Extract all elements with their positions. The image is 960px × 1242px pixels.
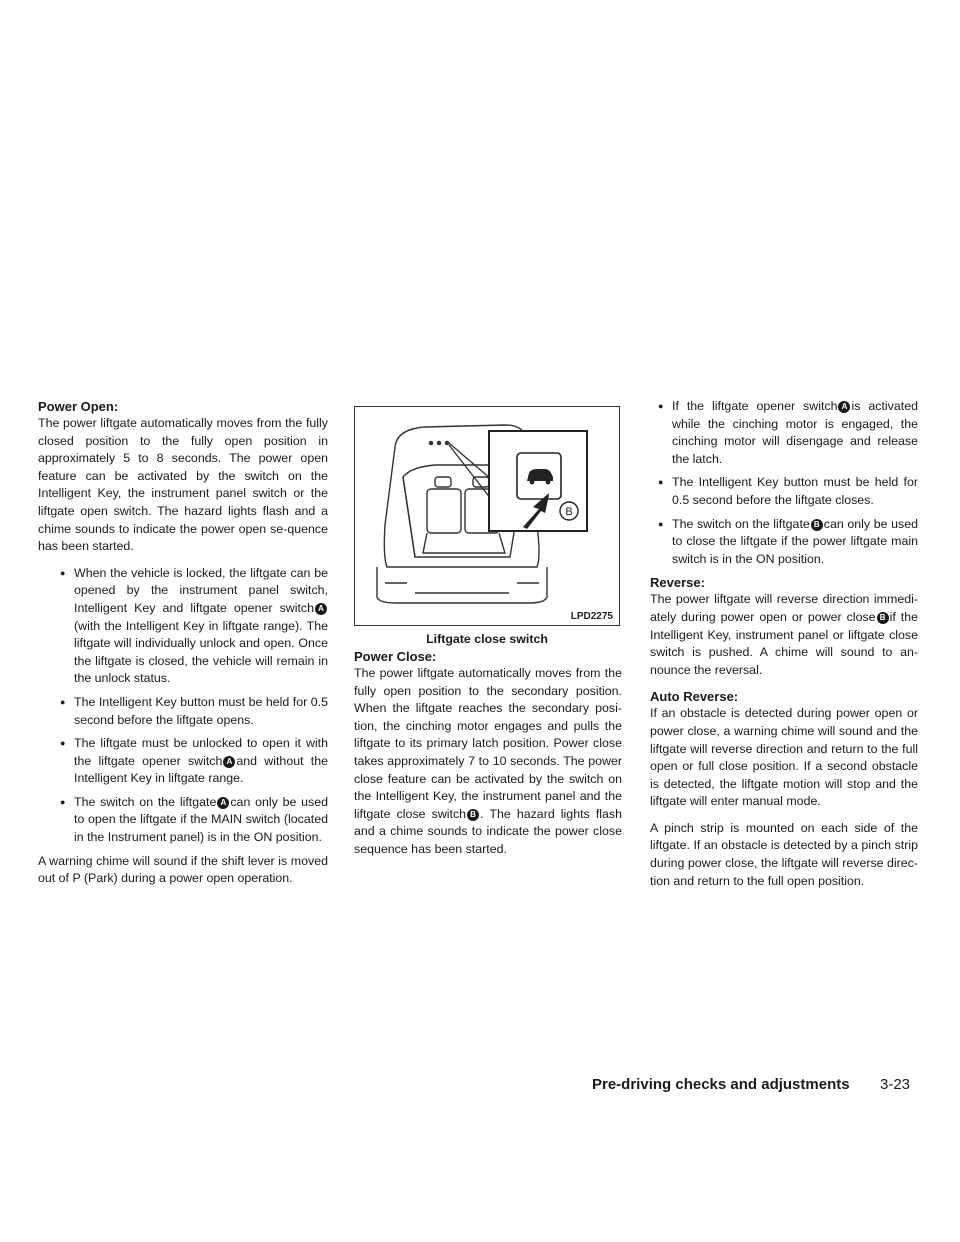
right-column [650, 398, 918, 899]
list-item: ● The Intelligent Key button must be held for 0.5 second before the liftgate opens. [38, 694, 328, 729]
callout-b-label: B [565, 506, 573, 518]
callout-b-icon: B [467, 809, 479, 821]
power-open-heading: Power Open: [38, 399, 119, 414]
auto-reverse-heading: Auto Reverse: [650, 689, 739, 705]
auto-reverse-text-1: If an obstacle is detected during power open or power close, a warning chime will sound and the liftgate will reverse direction and return to the full open or full close position. If a second obstacle is detected, the liftgate motion will stop and the liftgate will enter manual mode. [650, 706, 918, 809]
reverse-heading: Reverse: [650, 575, 705, 591]
reverse-text: The power liftgate will reverse direction immedi-ately during power open or power close B if the Intelligent Key, instrument panel or liftgate close switch is pushed. A chime will sound to an-nounce the reversal. [650, 592, 918, 677]
power-open-closing: A warning chime will sound if the shift lever is moved out of P (Park) during a power open operation. [38, 853, 328, 886]
footer-section-title: Pre-driving checks and adjustments [592, 1076, 850, 1093]
liftgate-figure [354, 406, 620, 626]
page-number: 3-23 [880, 1076, 911, 1093]
power-close-text: The power liftgate automatically moves from the fully open position to the secondary position. When the liftgate reaches the secondary posi-tion, the cinching motor engages and pulls the liftgate to its primary latch position. Power close takes approximately 7 to 10 seconds. The power close feature can be activated by the switch on the Intelligent Key, the instrument panel and the liftgate close switch B . The hazard lights flash and a chime sounds to indicate the power close sequence has been started. [354, 666, 623, 856]
list-item: ● When the vehicle is locked, the liftgate can be opened by the instrument panel switch, Intelligent Key and liftgate opener switch A(with the Intelligent Key in liftgate range). The liftgate will individually unlock and open. Once the liftgate is closed, the vehicle will remain in the unlock status. [38, 565, 328, 688]
power-open-intro: The power liftgate automatically moves from the fully closed position to the fully open position in approximately 5 to 8 seconds. The power open feature can be activated by the switch on the Intelligent Key, the instrument panel switch or the liftgate open switch. The hazard lights flash and a chime sounds to indicate the power open se-quence has been started. [38, 416, 328, 554]
left-column [38, 398, 328, 897]
callout-a-icon: A [838, 401, 850, 413]
callout-a-icon: A [315, 603, 327, 615]
middle-column [354, 648, 622, 859]
callout-b-icon: B [811, 519, 823, 531]
liftgate-illustration [355, 407, 619, 625]
power-open-bullets [38, 565, 328, 847]
power-close-heading: Power Close: [354, 649, 437, 664]
list-item: ● If the liftgate opener switch A is activated while the cinching motor is engaged, the cinching motor will disengage and release the latch. [650, 398, 918, 468]
list-item: ● The switch on the liftgate A can only be used to open the liftgate if the MAIN switch (located in the Instrument panel) is in the ON position. [38, 794, 328, 847]
figure-caption: Liftgate close switch [426, 632, 548, 646]
list-item: ● The Intelligent Key button must be held for 0.5 second before the liftgate closes. [650, 474, 918, 509]
list-item: ● The liftgate must be unlocked to open it with the liftgate opener switch A and without the Intelligent Key in liftgate range. [38, 735, 328, 788]
callout-a-icon: A [223, 756, 235, 768]
auto-reverse-text-2: A pinch strip is mounted on each side of the liftgate. If an obstacle is detected by a pinch strip during power close, the liftgate will reverse direc-tion and return to the full open position. [650, 820, 918, 888]
list-item: ● The switch on the liftgate B can only be used to close the liftgate if the power liftgate main switch is in the ON position. [650, 516, 918, 569]
power-close-bullets [650, 398, 918, 568]
figure-code: LPD2275 [570, 611, 613, 622]
callout-a-icon: A [217, 797, 229, 809]
callout-b-icon: B [877, 612, 889, 624]
